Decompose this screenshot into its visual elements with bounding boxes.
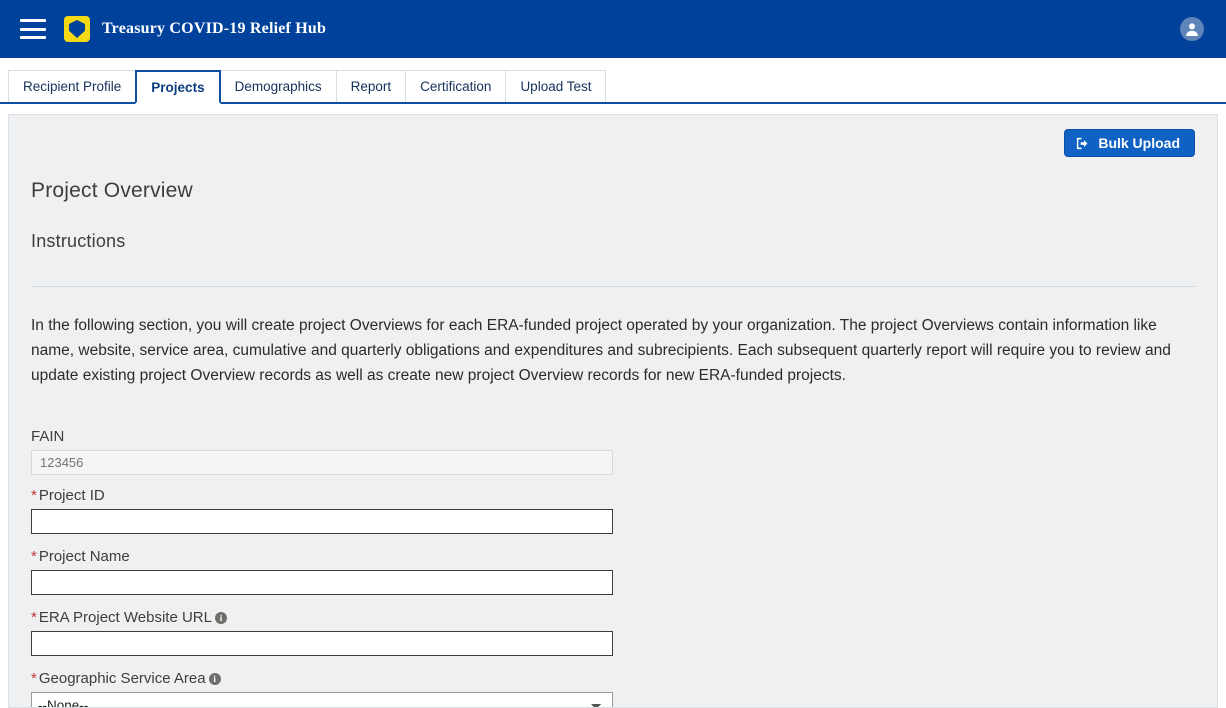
tab-demographics[interactable]: Demographics bbox=[220, 70, 337, 102]
fain-input[interactable] bbox=[31, 450, 613, 475]
project-id-input[interactable] bbox=[31, 509, 613, 534]
field-era-project-website-url bbox=[31, 609, 1195, 656]
info-icon[interactable]: i bbox=[215, 612, 227, 624]
page-title: Project Overview bbox=[31, 179, 193, 202]
label-geographic-service-area bbox=[31, 670, 1195, 687]
app-header bbox=[0, 0, 1226, 58]
tab-upload-test[interactable]: Upload Test bbox=[505, 70, 606, 102]
hamburger-menu-icon[interactable] bbox=[20, 19, 46, 39]
bulk-upload-button[interactable] bbox=[1064, 129, 1195, 157]
instructions-body: In the following section, you will create project Overviews for each ERA-funded project operated by your organization. The project Overviews contain information like name, website, service area, cumulative and quarterly obligations and expenditures and subrecipients. Each subsequent quarterly report will require you to review and update existing project Overview records as well as create new project Overview records for new ERA-funded projects. bbox=[31, 317, 1171, 384]
upload-icon bbox=[1075, 136, 1090, 151]
field-project-name bbox=[31, 548, 1195, 595]
label-project-id bbox=[31, 487, 1195, 504]
divider bbox=[31, 286, 1195, 287]
treasury-shield-logo-icon bbox=[64, 16, 90, 42]
required-marker: * bbox=[31, 487, 37, 504]
label-project-name bbox=[31, 548, 1195, 565]
tab-report[interactable]: Report bbox=[336, 70, 407, 102]
app-title: Treasury COVID-19 Relief Hub bbox=[102, 20, 327, 37]
tab-strip bbox=[0, 58, 1226, 104]
required-marker: * bbox=[31, 548, 37, 565]
label-era-project-website-url bbox=[31, 609, 1195, 626]
required-marker: * bbox=[31, 609, 37, 626]
geographic-service-area-select[interactable] bbox=[31, 692, 613, 708]
field-fain bbox=[31, 428, 1195, 475]
project-overview-form bbox=[31, 428, 1195, 708]
required-marker: * bbox=[31, 670, 37, 687]
tab-projects[interactable]: Projects bbox=[135, 70, 220, 104]
field-project-id bbox=[31, 487, 1195, 534]
instructions-title: Instructions bbox=[31, 231, 126, 251]
label-project-name-text: Project Name bbox=[38, 548, 130, 565]
bulk-upload-label: Bulk Upload bbox=[1098, 135, 1180, 151]
info-icon[interactable]: i bbox=[209, 673, 221, 685]
label-geo-area-text: Geographic Service Area bbox=[38, 670, 206, 687]
tab-certification[interactable]: Certification bbox=[405, 70, 506, 102]
project-name-input[interactable] bbox=[31, 570, 613, 595]
label-project-id-text: Project ID bbox=[38, 487, 105, 504]
era-project-website-url-input[interactable] bbox=[31, 631, 613, 656]
toolbar-row bbox=[31, 129, 1195, 157]
field-geographic-service-area bbox=[31, 670, 1195, 708]
label-era-url-text: ERA Project Website URL bbox=[38, 609, 212, 626]
user-avatar-icon[interactable] bbox=[1180, 17, 1204, 41]
project-overview-card bbox=[8, 114, 1218, 708]
tab-recipient-profile[interactable]: Recipient Profile bbox=[8, 70, 136, 102]
content-wrapper bbox=[0, 104, 1226, 708]
label-fain: FAIN bbox=[31, 428, 65, 445]
